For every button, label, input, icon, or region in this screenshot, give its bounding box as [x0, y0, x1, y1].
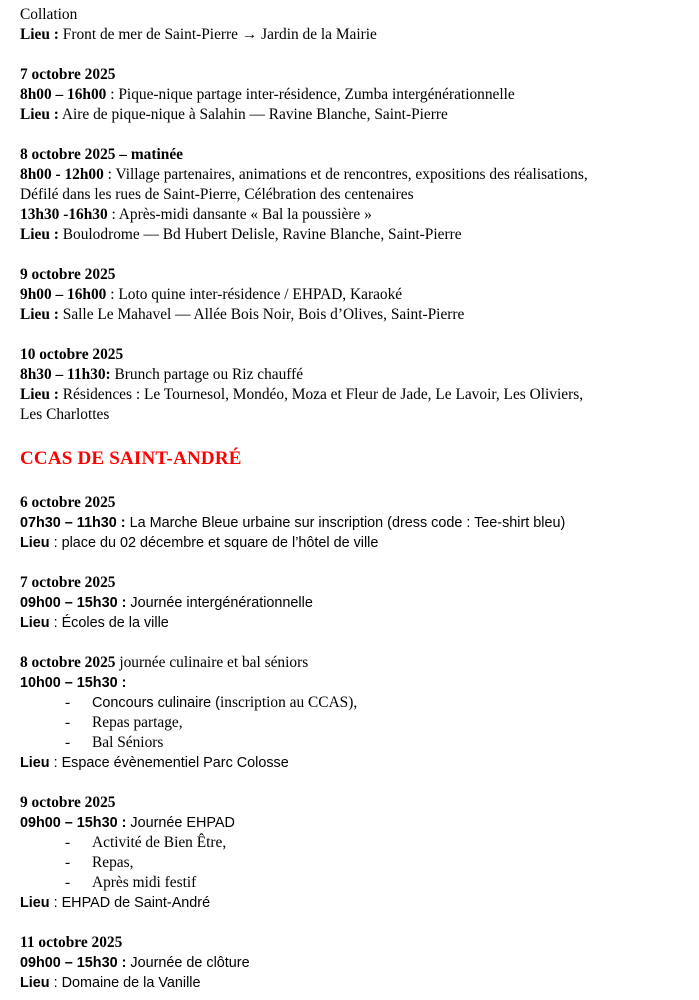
- list-dash-marker: -: [65, 714, 71, 731]
- date-heading-8-octobre-st-pierre: [20, 145, 681, 165]
- text-segment: Lieu: [20, 535, 50, 551]
- text-segment: Lieu :: [20, 306, 59, 323]
- text-segment: Activité de Bien Être,: [92, 834, 227, 851]
- text-segment: : Écoles de la ville: [49, 615, 169, 631]
- line-event-bal-poussiere: [20, 205, 681, 225]
- text-segment: 8 octobre 2025 – matinée: [20, 146, 183, 163]
- text-segment: Lieu :: [20, 26, 59, 43]
- text-segment: Lieu: [20, 615, 50, 631]
- blank-line: [20, 245, 681, 265]
- text-segment: : Loto quine inter-résidence / EHPAD, Karaoké: [106, 286, 403, 303]
- section-heading-ccas-saint-andre: [20, 445, 681, 473]
- text-segment: 11 octobre 2025: [20, 934, 123, 951]
- text-segment: 10h00 – 15h30 :: [20, 675, 127, 691]
- text-segment: La Marche Bleue urbaine sur inscription (dress code : Tee-shirt bleu): [125, 515, 566, 531]
- text-segment: : Village partenaires, animations et de rencontres, expositions des réalisations,: [103, 166, 588, 183]
- blank-line: [20, 553, 681, 573]
- blank-line: [20, 425, 681, 445]
- list-item-repas: [20, 853, 681, 873]
- line-lieu-ehpad-saint-andre: [20, 893, 681, 913]
- line-event-journee-cloture: [20, 953, 681, 973]
- text-segment: 9h00 – 16h00: [20, 286, 107, 303]
- line-event-loto-quine: [20, 285, 681, 305]
- text-segment: Collation: [20, 6, 78, 23]
- text-segment: 07h30 – 11h30 :: [20, 515, 126, 531]
- text-segment: Lieu: [20, 975, 50, 991]
- text-segment: 9 octobre 2025: [20, 266, 116, 283]
- line-event-defile: [20, 185, 681, 205]
- text-segment: journée culinaire et bal séniors: [115, 654, 309, 671]
- list-item-apres-midi-festif: [20, 873, 681, 893]
- text-segment: Concours culinaire (: [92, 695, 220, 711]
- text-segment: : Domaine de la Vanille: [49, 975, 201, 991]
- blank-line: [20, 45, 681, 65]
- line-lieu-mahavel: [20, 305, 681, 325]
- line-event-brunch: [20, 365, 681, 385]
- text-segment: 8h00 – 16h00: [20, 86, 107, 103]
- line-lieu-residences-suite: [20, 405, 681, 425]
- text-segment: 7 octobre 2025: [20, 66, 116, 83]
- section-title-text: CCAS DE SAINT-ANDRÉ: [20, 448, 242, 469]
- text-segment: Front de mer de Saint-Pierre → Jardin de la Mairie: [58, 26, 377, 43]
- line-lieu-front-de-mer: [20, 25, 681, 45]
- line-event-village-partenaires: [20, 165, 681, 185]
- text-segment: Lieu: [20, 895, 50, 911]
- list-item-activite-bien-etre: [20, 833, 681, 853]
- blank-line: [20, 473, 681, 493]
- text-segment: Les Charlottes: [20, 406, 110, 423]
- date-heading-7-octobre-st-pierre: [20, 65, 681, 85]
- text-segment: : Pique-nique partage inter-résidence, Zumba intergénérationnelle: [106, 86, 515, 103]
- text-segment: Journée de clôture: [126, 955, 250, 971]
- list-item-concours-culinaire: [20, 693, 681, 713]
- text-segment: 09h00 – 15h30 :: [20, 815, 127, 831]
- blank-line: [20, 125, 681, 145]
- line-lieu-ecoles: [20, 613, 681, 633]
- text-segment: Salle Le Mahavel — Allée Bois Noir, Bois d’Olives, Saint-Pierre: [58, 306, 465, 323]
- text-segment: : Espace évènementiel Parc Colosse: [49, 755, 289, 771]
- date-heading-6-octobre-st-andre: [20, 493, 681, 513]
- text-segment: Boulodrome — Bd Hubert Delisle, Ravine Blanche, Saint-Pierre: [58, 226, 462, 243]
- line-lieu-salahin: [20, 105, 681, 125]
- date-heading-9-octobre-st-andre: [20, 793, 681, 813]
- text-segment: Lieu: [20, 755, 50, 771]
- text-segment: 8h00 - 12h00: [20, 166, 104, 183]
- text-segment: Lieu :: [20, 386, 59, 403]
- line-event-10h00-15h30: [20, 673, 681, 693]
- line-lieu-parc-colosse: [20, 753, 681, 773]
- date-heading-9-octobre-st-pierre: [20, 265, 681, 285]
- blank-line: [20, 913, 681, 933]
- line-event-journee-intergenerationnelle: [20, 593, 681, 613]
- list-item-bal-seniors: [20, 733, 681, 753]
- list-dash-marker: -: [65, 694, 71, 711]
- blank-line: [20, 633, 681, 653]
- blank-line: [20, 773, 681, 793]
- text-segment: Résidences : Le Tournesol, Mondéo, Moza et Fleur de Jade, Le Lavoir, Les Oliviers,: [58, 386, 584, 403]
- text-segment: : EHPAD de Saint-André: [49, 895, 211, 911]
- line-event-pique-nique: [20, 85, 681, 105]
- text-segment: Aire de pique-nique à Salahin — Ravine Blanche, Saint-Pierre: [58, 106, 448, 123]
- line-lieu-boulodrome: [20, 225, 681, 245]
- text-segment: Repas partage,: [92, 714, 183, 731]
- line-lieu-domaine-vanille: [20, 973, 681, 993]
- line-collation: [20, 5, 681, 25]
- text-segment: 09h00 – 15h30 :: [20, 595, 127, 611]
- text-segment: 8 octobre 2025: [20, 654, 116, 671]
- list-dash-marker: -: [65, 834, 71, 851]
- line-lieu-place-02-decembre: [20, 533, 681, 553]
- text-segment: Lieu :: [20, 106, 59, 123]
- date-heading-10-octobre-st-pierre: [20, 345, 681, 365]
- list-item-repas-partage: [20, 713, 681, 733]
- text-segment: 09h00 – 15h30 :: [20, 955, 127, 971]
- text-segment: 13h30 -16h30: [20, 206, 108, 223]
- text-segment: : Après-midi dansante « Bal la poussière »: [107, 206, 372, 223]
- text-segment: Bal Séniors: [92, 734, 164, 751]
- text-segment: Brunch partage ou Riz chauffé: [110, 366, 304, 383]
- line-event-journee-ehpad: [20, 813, 681, 833]
- text-segment: Lieu :: [20, 226, 59, 243]
- text-segment: 6 octobre 2025: [20, 494, 116, 511]
- text-segment: 10 octobre 2025: [20, 346, 124, 363]
- line-lieu-residences: [20, 385, 681, 405]
- line-event-marche-bleue: [20, 513, 681, 533]
- text-segment: Repas,: [92, 854, 134, 871]
- text-segment: Défilé dans les rues de Saint-Pierre, Célébration des centenaires: [20, 186, 414, 203]
- date-heading-8-octobre-st-andre: [20, 653, 681, 673]
- text-segment: Journée EHPAD: [126, 815, 235, 831]
- date-heading-7-octobre-st-andre: [20, 573, 681, 593]
- text-segment: 7 octobre 2025: [20, 574, 116, 591]
- date-heading-11-octobre-st-andre: [20, 933, 681, 953]
- text-segment: : place du 02 décembre et square de l’hôtel de ville: [49, 535, 379, 551]
- list-dash-marker: -: [65, 854, 71, 871]
- text-segment: 9 octobre 2025: [20, 794, 116, 811]
- text-segment: inscription au CCAS),: [219, 694, 358, 711]
- text-segment: 8h30 – 11h30:: [20, 366, 111, 383]
- list-dash-marker: -: [65, 734, 71, 751]
- text-segment: Journée intergénérationnelle: [126, 595, 313, 611]
- list-dash-marker: -: [65, 874, 71, 891]
- blank-line: [20, 325, 681, 345]
- text-segment: Après midi festif: [92, 874, 197, 891]
